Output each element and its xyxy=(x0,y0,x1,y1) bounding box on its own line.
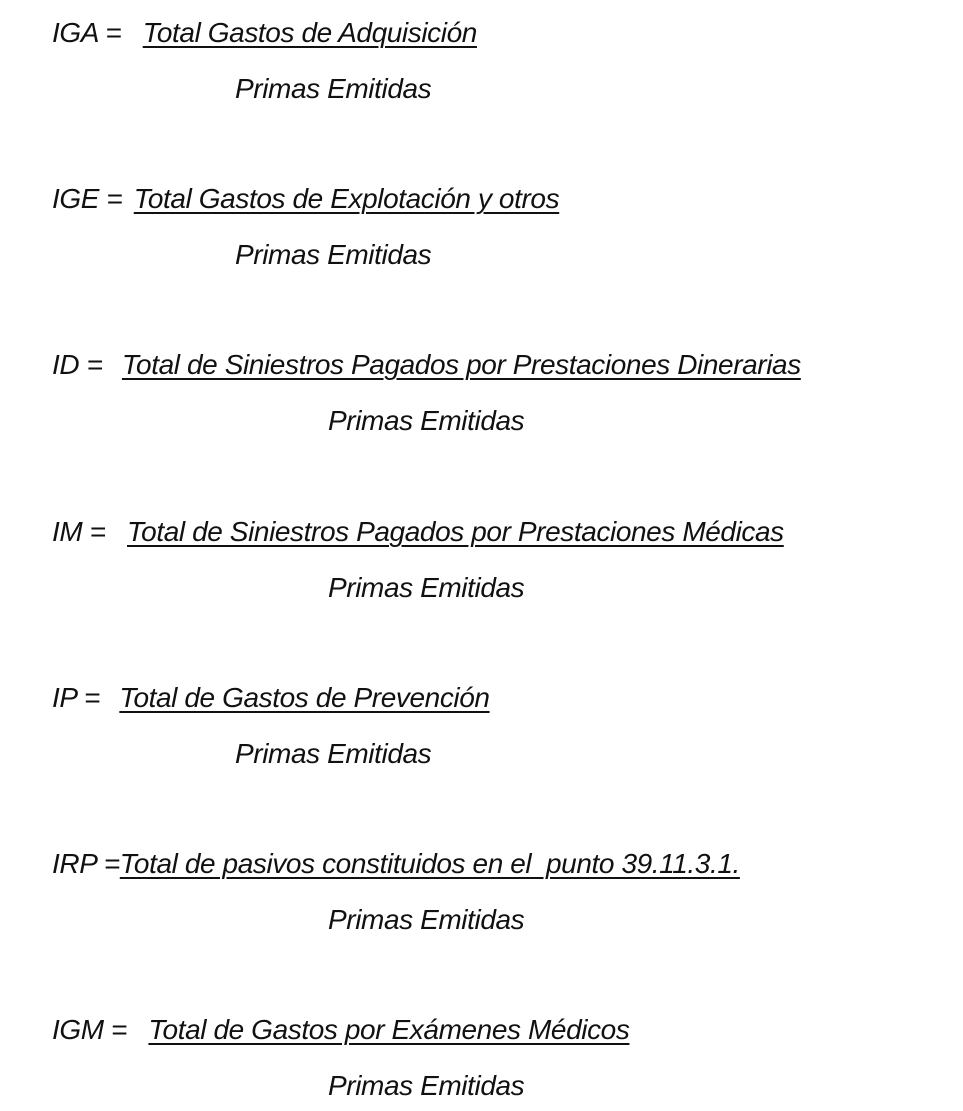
formula-label: IRP = xyxy=(52,848,120,879)
formula-numerator-line xyxy=(52,1013,629,1047)
formula-numerator-line xyxy=(52,681,490,715)
formula-numerator: Total de Gastos de Prevención xyxy=(119,682,490,713)
formula-numerator: Total de pasivos constituidos en el punto 39.11.3.1. xyxy=(119,848,740,879)
formula-denominator: Primas Emitidas xyxy=(328,1070,525,1101)
formula-numerator: Total de Siniestros Pagados por Prestaciones Médicas xyxy=(127,516,784,547)
formula-denominator: Primas Emitidas xyxy=(328,572,525,603)
formula-label: IGA = xyxy=(52,17,129,48)
formula-numerator-line xyxy=(52,348,801,382)
formula-label: ID = xyxy=(52,349,110,380)
formula-numerator-line xyxy=(52,515,784,549)
formula-numerator: Total Gastos de Adquisición xyxy=(142,17,477,48)
formula-label: IGE = xyxy=(52,183,130,214)
formula-denominator: Primas Emitidas xyxy=(235,73,432,104)
formula-denominator: Primas Emitidas xyxy=(235,239,432,270)
formula-denominator: Primas Emitidas xyxy=(328,405,525,436)
formula-denominator: Primas Emitidas xyxy=(235,738,432,769)
formula-numerator: Total de Siniestros Pagados por Prestaciones Dinerarias xyxy=(121,349,801,380)
formula-numerator: Total de Gastos por Exámenes Médicos xyxy=(148,1014,630,1045)
formula-numerator-line xyxy=(52,182,559,216)
formula-numerator: Total Gastos de Explotación y otros xyxy=(133,183,560,214)
formula-label: IM = xyxy=(52,516,114,547)
formula-numerator-line xyxy=(52,847,740,881)
formula-numerator-line xyxy=(52,16,477,50)
formula-label: IP = xyxy=(52,682,108,713)
formula-label: IGM = xyxy=(52,1014,135,1045)
formula-denominator: Primas Emitidas xyxy=(328,904,525,935)
